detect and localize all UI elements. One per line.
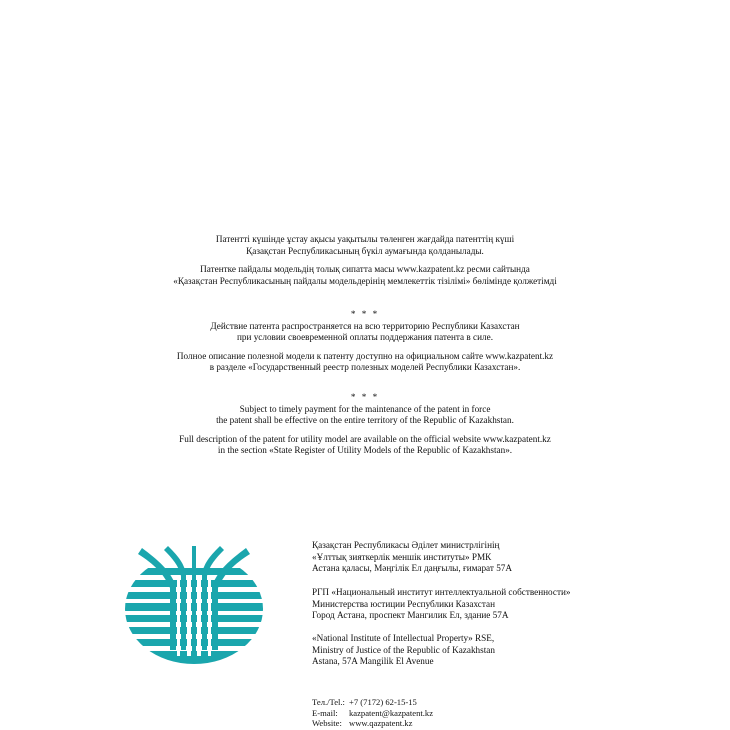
address-en-line-2: Ministry of Justice of the Republic of Kazakhstan — [312, 644, 495, 655]
separator-stars: * * * — [350, 392, 380, 402]
address-ru-line-2: Министерства юстиции Республики Казахстан — [312, 598, 495, 609]
address-russian — [312, 587, 570, 622]
address-english — [312, 633, 495, 668]
website-value: www.qazpatent.kz — [349, 718, 413, 728]
separator-stars: * * * — [350, 309, 380, 319]
website-row — [312, 718, 433, 729]
address-en-line-1: «National Institute of Intellectual Property» RSE, — [312, 633, 495, 643]
email-row — [312, 708, 433, 719]
address-ru-line-1: РГП «Национальный институт интеллектуальной собственности» — [312, 587, 571, 597]
english-notice — [0, 392, 730, 457]
address-kz-line-1: Қазақстан Республикасы Әділет министрлігінің — [312, 540, 500, 550]
address-ru-line-3: Город Астана, проспект Мангилик Ел, здание 57А — [312, 610, 509, 621]
address-kz-line-2: «Ұлттық зияткерлік меншік институты» РМК — [312, 551, 492, 562]
kazakh-line-3: Патентке пайдалы модельдің толық сипатта масы www.kazpatent.kz ресми сайтында — [200, 264, 530, 275]
email-value: kazpatent@kazpatent.kz — [349, 707, 434, 718]
russian-line-3: Полное описание полезной модели к патенту доступно на официальном сайте www.kazpatent.kz — [176, 350, 554, 361]
english-line-2: the patent shall be effective on the entire territory of the Republic of Kazakhstan. — [216, 415, 514, 426]
institute-emblem-icon — [124, 546, 264, 664]
address-en-line-3: Astana, 57A Mangilik El Avenue — [312, 656, 434, 667]
russian-line-4: в разделе «Государственный реестр полезных моделей Республики Казахстан». — [209, 362, 521, 373]
kazakh-line-2: Қазақстан Республикасының бүкіл аумағында қолданылады. — [246, 245, 484, 256]
russian-line-1: Действие патента распространяется на всю территорию Республики Казахстан — [210, 320, 520, 331]
russian-notice — [0, 309, 730, 374]
website-label: Website: — [312, 718, 342, 728]
kazakh-notice — [0, 234, 730, 287]
address-kz-line-3: Астана қаласы, Мәңгілік Ел даңғылы, ғимарат 57А — [312, 563, 513, 574]
english-line-1: Subject to timely payment for the maintenance of the patent in force — [239, 403, 491, 414]
english-line-4: in the section «State Register of Utility Models of the Republic of Kazakhstan». — [217, 445, 513, 456]
email-label: E-mail: — [312, 707, 338, 718]
address-kazakh — [312, 540, 512, 575]
kazakh-line-1: Патентті күшінде ұстау ақысы уақытылы төленген жағдайда патенттің күші — [215, 234, 515, 244]
contact-info — [312, 697, 433, 729]
english-line-3: Full description of the patent for utility model are available on the official website www.kazpatent.kz — [179, 433, 551, 444]
russian-line-2: при условии своевременной оплаты поддержания патента в силе. — [236, 332, 494, 343]
phone-row — [312, 697, 433, 708]
phone-value: +7 (7172) 62-15-15 — [349, 697, 417, 707]
phone-label: Тел./Tel.: — [312, 697, 345, 707]
kazakh-line-4: «Қазақстан Республикасының пайдалы модельдерінің мемлекеттік тізілімі» бөлімінде қолжетімді — [173, 275, 557, 286]
